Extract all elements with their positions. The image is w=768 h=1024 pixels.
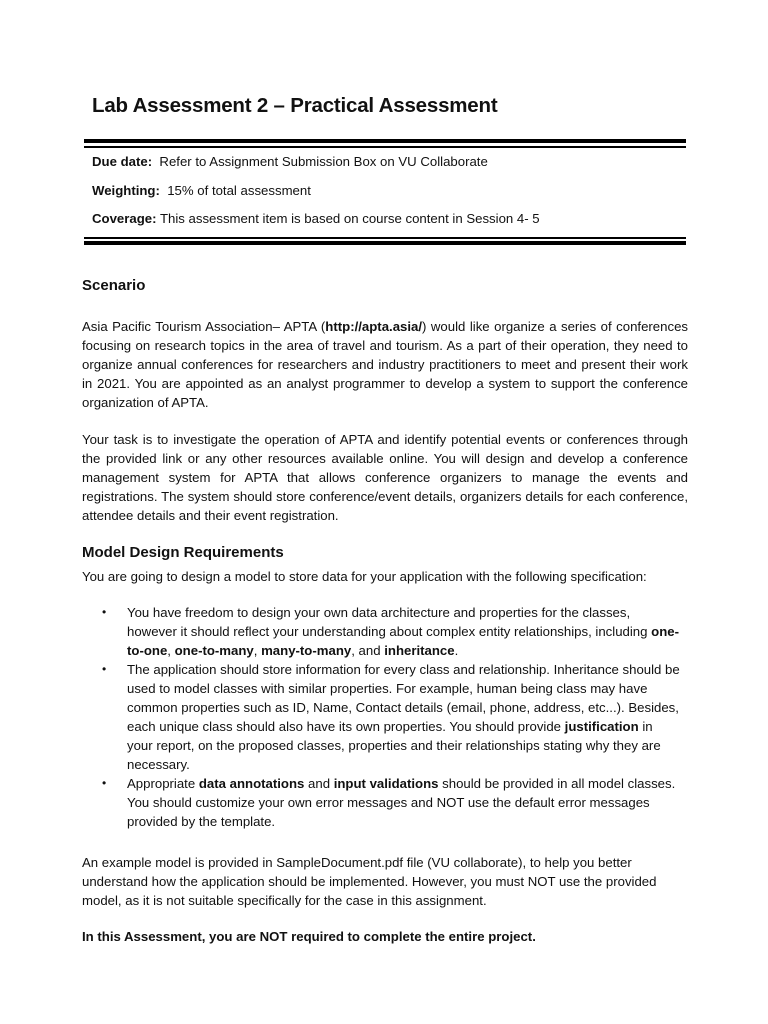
document-title: Lab Assessment 2 – Practical Assessment	[92, 94, 498, 117]
bullet1-one-to-many: one-to-many	[174, 643, 254, 658]
bullet2-end: in your report, on the proposed classes, properties and their relationships stating why they are necessary.	[127, 719, 661, 772]
requirements-list	[100, 603, 680, 831]
bullet3-data-annotations: data annotations	[198, 776, 305, 791]
scenario-paragraph-2: Your task is to investigate the operation of APTA and identify potential events or conferences through the provided link or any other resources available online. You will design and develop a conference management system for APTA that allows conference organizers to manage the events and registrations. The system should store conference/event details, organizers details for each conference, attendee details and their event registration.	[82, 432, 688, 523]
model-requirements-heading: Model Design Requirements	[82, 544, 284, 561]
bullet1-sep3: , and	[351, 643, 385, 658]
bullet3-input-validations: input validations	[333, 776, 439, 791]
final-note: In this Assessment, you are NOT required to complete the entire project.	[82, 929, 536, 944]
header-rule-thick-top	[84, 139, 686, 143]
weighting-value: 15% of total assessment	[167, 183, 311, 198]
header-rule-thin-top	[84, 146, 686, 148]
coverage-label: Coverage:	[92, 211, 157, 226]
list-item	[100, 774, 680, 831]
bullet-icon: •	[102, 776, 107, 790]
bullet3-end: should be provided in all model classes. You should customize your own error messages and NOT use the default error messages provided by the template.	[127, 776, 676, 829]
bullet1-many-to-many: many-to-many	[261, 643, 352, 658]
example-model-paragraph: An example model is provided in SampleDocument.pdf file (VU collaborate), to help you better understand how the application should be implemented. However, you must NOT use the provided model, as it is not suitable specifically for the case in this assignment.	[82, 855, 657, 908]
scenario-heading: Scenario	[82, 277, 146, 294]
model-intro: You are going to design a model to store data for your application with the following specification:	[82, 569, 647, 584]
bullet1-sep1: ,	[167, 643, 175, 658]
apta-link[interactable]: http://apta.asia/	[325, 319, 423, 334]
header-rule-thin-bottom	[84, 237, 686, 239]
weighting-label: Weighting:	[92, 183, 160, 198]
scenario-para1-start: Asia Pacific Tourism Association– APTA (	[82, 319, 326, 334]
bullet2-text: The application should store information for every class and relationship. Inheritance should be used to model classes with similar properties. For example, human being class may have common properties such as ID, Name, Contact details (email, phone, address, etc...). Besides, each unique class should also have its own properties. You should provide	[127, 662, 680, 734]
bullet3-sep: and	[304, 776, 334, 791]
list-item	[100, 603, 680, 660]
bullet2-justification: justification	[564, 719, 639, 734]
due-date-line	[92, 154, 488, 169]
scenario-para1-end: ) would like organize a series of conferences focusing on research topics in the area of travel and tourism. As a part of their operation, they need to organize annual conferences for researchers and industry practitioners to meet and present their work in 2021. You are appointed as an analyst programmer to develop a system to support the conference organization of APTA.	[82, 319, 688, 410]
bullet-icon: •	[102, 605, 107, 619]
bullet1-end: .	[454, 643, 459, 658]
bullet3-text: Appropriate	[127, 776, 199, 791]
coverage-value: This assessment item is based on course content in Session 4- 5	[159, 211, 540, 226]
list-item	[100, 660, 680, 774]
bullet1-inheritance: inheritance	[384, 643, 455, 658]
bullet-icon: •	[102, 662, 107, 676]
header-rule-thick-bottom	[84, 241, 686, 245]
due-date-label: Due date:	[92, 154, 153, 169]
bullet1-one-to-one: one-to-one	[127, 624, 679, 658]
bullet1-sep2: ,	[253, 643, 262, 658]
weighting-line	[92, 183, 311, 198]
bullet1-text: You have freedom to design your own data architecture and properties for the classes, however it should reflect your understanding about complex entity relationships, including	[127, 605, 652, 639]
scenario-paragraph-1	[82, 317, 688, 412]
due-date-value: Refer to Assignment Submission Box on VU Collaborate	[159, 154, 488, 169]
coverage-line	[92, 211, 540, 226]
